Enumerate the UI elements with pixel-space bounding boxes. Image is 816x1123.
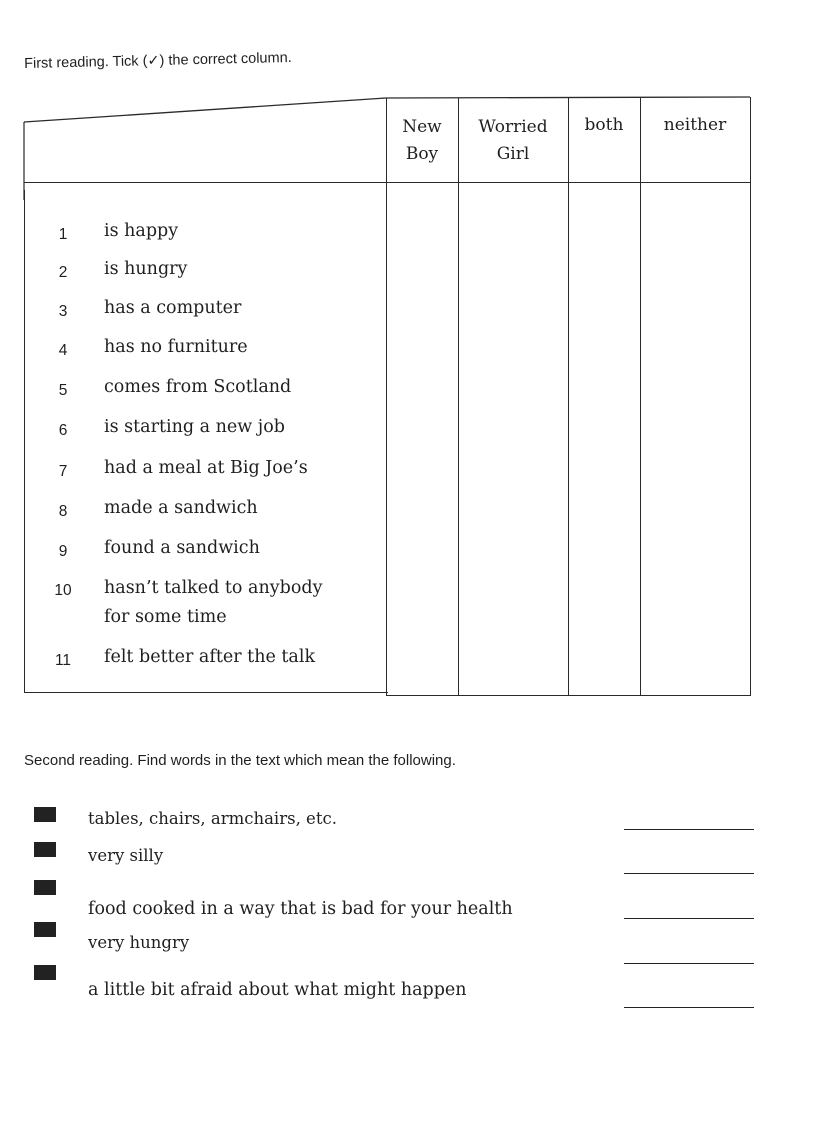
definition-text: very hungry	[88, 933, 190, 952]
answer-line[interactable]	[624, 963, 754, 964]
row-number: 6	[58, 422, 68, 439]
row-number: 4	[58, 342, 68, 359]
row-label: found a sandwich	[104, 538, 260, 558]
col-divider-1	[386, 98, 387, 696]
row-label: felt better after the talk	[104, 647, 316, 667]
row-label: has no furniture	[104, 337, 248, 357]
square-bullet-icon	[34, 842, 56, 857]
square-bullet-icon	[34, 880, 56, 895]
column-header-both: both	[584, 115, 624, 135]
first-reading-instruction: First reading. Tick (✓) the correct column.	[24, 49, 292, 72]
definition-text: very silly	[88, 846, 164, 865]
row-number: 5	[58, 382, 68, 399]
row-number: 11	[54, 652, 72, 669]
second-reading-instruction: Second reading. Find words in the text which mean the following.	[24, 752, 456, 769]
table-bottom-right	[386, 695, 751, 696]
answer-line[interactable]	[624, 918, 754, 919]
row-number: 10	[54, 582, 72, 599]
row-label: is happy	[104, 221, 179, 241]
definition-text: food cooked in a way that is bad for your health	[88, 899, 513, 919]
definition-text: tables, chairs, armchairs, etc.	[88, 809, 337, 828]
col-divider-2	[458, 98, 459, 696]
row-label: is starting a new job	[104, 417, 285, 437]
row-number: 2	[58, 264, 68, 281]
square-bullet-icon	[34, 922, 56, 937]
answer-line[interactable]	[624, 1007, 754, 1008]
row-label: is hungry	[104, 259, 188, 279]
table-bottom-left	[24, 692, 388, 693]
square-bullet-icon	[34, 807, 56, 822]
col-divider-4	[640, 98, 641, 696]
row-number: 9	[58, 543, 68, 560]
row-label: had a meal at Big Joe’s	[104, 458, 308, 478]
col-divider-3	[568, 98, 569, 696]
answer-line[interactable]	[624, 873, 754, 874]
row-number: 1	[58, 226, 68, 243]
column-header-new-boy: New Boy	[402, 117, 442, 164]
table-top-border	[0, 0, 816, 200]
row-label-continued: for some time	[104, 607, 227, 627]
column-header-worried-girl: Worried Girl	[478, 117, 548, 164]
column-header-neither: neither	[663, 115, 727, 135]
answer-line[interactable]	[624, 829, 754, 830]
table-left-border	[24, 190, 25, 692]
header-divider	[24, 182, 751, 183]
row-label: comes from Scotland	[104, 377, 292, 397]
definition-text: a little bit afraid about what might happen	[88, 980, 467, 1000]
table-right-border	[750, 97, 751, 696]
row-label: has a computer	[104, 298, 242, 318]
square-bullet-icon	[34, 965, 56, 980]
row-label: hasn’t talked to anybody	[104, 578, 323, 598]
row-label: made a sandwich	[104, 498, 258, 518]
row-number: 7	[58, 463, 68, 480]
row-number: 8	[58, 503, 68, 520]
row-number: 3	[58, 303, 68, 320]
